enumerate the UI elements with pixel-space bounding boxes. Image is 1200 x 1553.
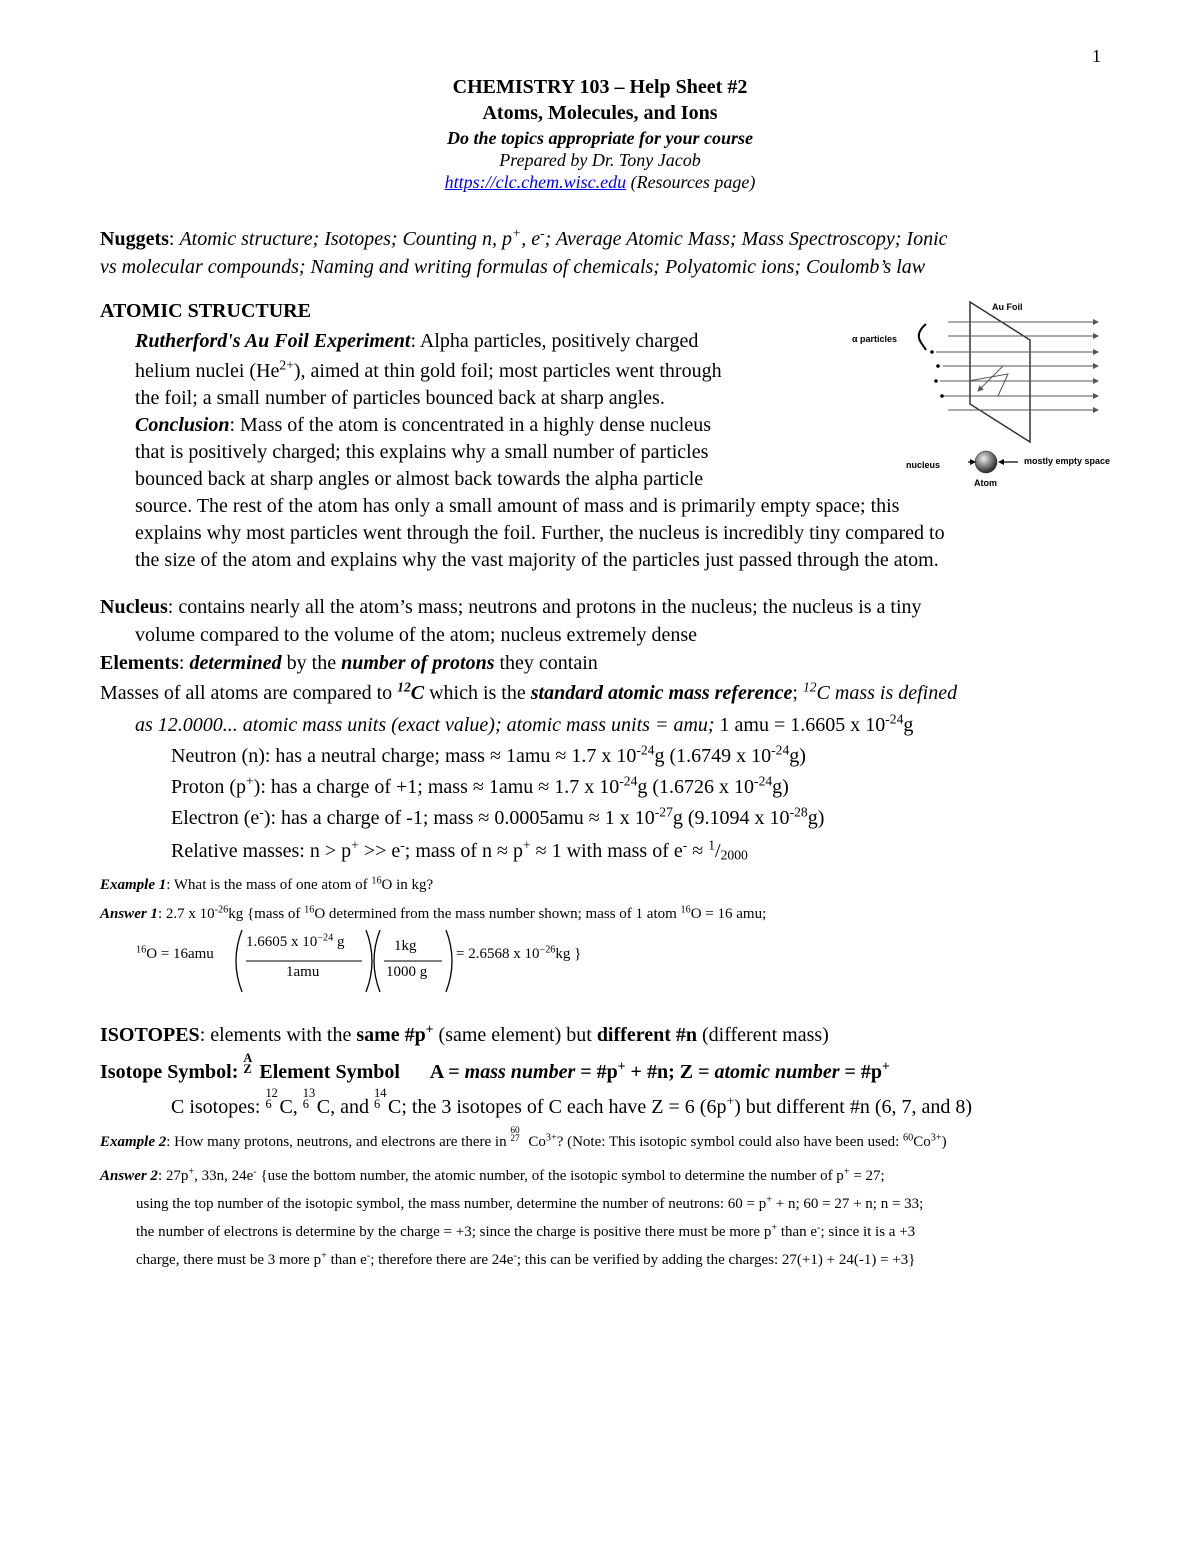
isotope-symbol-line: Isotope Symbol: A Z Element Symbol A = mass number = #p+ + #n; Z = atomic number = #p+ [100, 1051, 890, 1083]
example-2-label: Example 2 [100, 1134, 167, 1150]
conclusion-line-5: explains why most particles went through the foil. Further, the nucleus is incredibly tiny compared to [135, 522, 945, 544]
document-subtitle: Atoms, Molecules, and Ions [482, 102, 718, 124]
nuggets-line-2: vs molecular compounds; Naming and writing formulas of chemicals; Polyatomic ions; Coulomb’s law [100, 256, 926, 278]
relative-masses-line: Relative masses: n > p+ >> e-; mass of n ≈ p+ ≈ 1 with mass of $e^- \approx ^1/_{2000}$ [171, 837, 748, 863]
conclusion-line-2: that is positively charged; this explains why a small number of particles [135, 441, 709, 463]
equation-result: = 2.6568 x $10^{-26}kg$ } [456, 944, 582, 962]
gold-foil-diagram [848, 296, 1128, 494]
nuggets-label: Nuggets [100, 228, 169, 250]
fraction-1-numerator: 1.6605 x $10^{-24}$ g [246, 932, 345, 950]
atomic-structure-heading: ATOMIC STRUCTURE [100, 300, 311, 322]
fraction-2-denominator: 1000 g [386, 964, 428, 980]
rutherford-line-2: helium nuclei $(He^{2+})$, aimed at thin gold foil; most particles went through [135, 357, 722, 382]
answer-1-line: Answer 1: 2.7 x $10^{-26}kg$ {mass of $^{16}$O determined from the mass number shown; mass of 1 atom $^{16}$O = 16 amu; [100, 904, 767, 922]
rutherford-line-3: the foil; a small number of particles bounced back at sharp angles. [135, 387, 665, 409]
nucleus-label: nucleus [906, 460, 941, 470]
conclusion-line-4: source. The rest of the atom has only a small amount of mass and is primarily empty space; this [135, 495, 900, 517]
nucleus-line-1: Nucleus: contains nearly all the atom’s mass; neutrons and protons in the nucleus; the nucleus is a tiny [100, 596, 922, 618]
isotopes-term: ISOTOPES [100, 1024, 200, 1046]
masses-line-1: Masses of all atoms are compared to $^{12}$C which is the standard atomic mass reference; $^{12}$C mass is defined [100, 679, 958, 704]
resource-line [0, 172, 1200, 193]
fraction-2-numerator: 1kg [394, 938, 417, 954]
example-2-question: Example 2: How many protons, neutrons, and electrons are there in 60 27 $Co^{3+}$? (Note: This isotopic symbol could also have been used: $^{60}Co^{3+}$) [100, 1125, 947, 1150]
answer-2-label: Answer 2 [100, 1168, 158, 1184]
alpha-particles-label: α particles [852, 334, 898, 344]
answer-2-line-2: using the top number of the isotopic symbol, the mass number, determine the number of neutrons: 60 = p+ + n; 60 = 27 + n; n = 33; [136, 1194, 924, 1212]
electron-line: Electron (e-): has a charge of -1; mass ≈ 0.0005amu ≈ 1 x $10^{-27}g$ (9.1094 x $10^{-28}g$) [171, 804, 825, 829]
answer-2-line-4: charge, there must be 3 more p+ than e-; therefore there are 24e-; this can be verified by adding the charges: 27(+1) + 24(-1) = +3} [136, 1250, 916, 1268]
rutherford-line-1: Rutherford's Au Foil Experiment: Alpha particles, positively charged [135, 330, 699, 352]
carbon-isotopes-line: C isotopes: 12 6 C, 13 6 C, and 14 6 C; the 3 isotopes of C each have Z = 6 (6p+) but different #n (6, 7, and 8) [171, 1086, 973, 1118]
answer-2-line-3: the number of electrons is determine by the charge = +3; since the charge is positive there must be more p+ than e-; since it is a +3 [136, 1222, 916, 1240]
neutron-line: Neutron (n): has a neutral charge; mass ≈ 1amu ≈ 1.7 x $10^{-24}g$ (1.6749 x $10^{-24}g$) [171, 742, 806, 767]
fraction-1-denominator: 1amu [286, 964, 320, 980]
conclusion-label: Conclusion [135, 414, 230, 436]
conclusion-line-6: the size of the atom and explains why the vast majority of the particles just passed through the atom. [135, 549, 939, 571]
mostly-empty-label: mostly empty space [1024, 456, 1111, 466]
course-instruction: Do the topics appropriate for your course [447, 128, 753, 148]
conclusion-line-1: Conclusion: Mass of the atom is concentrated in a highly dense nucleus [135, 414, 712, 436]
nucleus-line-2: volume compared to the volume of the atom; nucleus extremely dense [135, 624, 698, 646]
resource-suffix: (Resources page) [630, 172, 756, 192]
document-title: CHEMISTRY 103 – Help Sheet #2 [452, 76, 748, 98]
conclusion-line-3: bounced back at sharp angles or almost back towards the alpha particle [135, 468, 704, 490]
foil-plate [970, 302, 1030, 442]
answer-2-line-1: Answer 2: 27p+, 33n, 24e- {use the bottom number, the atomic number, of the isotopic symbol to determine the number of p+ = 27; [100, 1166, 885, 1184]
nuggets-line-1: Nuggets: Atomic structure; Isotopes; Counting n, p+, e-; Average Atomic Mass; Mass Spectroscopy; Ionic [100, 225, 948, 250]
example-1-question: Example 1: What is the mass of one atom of $^{16}$O in kg? [100, 875, 434, 893]
nucleus-term: Nucleus [100, 596, 168, 618]
elements-line: Elements: determined by the number of protons they contain [100, 652, 598, 674]
atom-nucleus [975, 451, 997, 473]
elements-term: Elements [100, 652, 179, 674]
isotopes-definition: ISOTOPES: elements with the same #p+ (same element) but different #n (different mass) [100, 1021, 829, 1046]
atom-label: Atom [974, 478, 997, 488]
author-line: Prepared by Dr. Tony Jacob [499, 150, 701, 170]
au-foil-label: Au Foil [992, 302, 1023, 312]
page-number: 1 [1092, 46, 1101, 66]
example-1-label: Example 1 [100, 877, 167, 893]
answer-1-label: Answer 1 [100, 906, 158, 922]
proton-line: Proton (p+): has a charge of +1; mass ≈ 1amu ≈ 1.7 x $10^{-24}g$ (1.6726 x $10^{-24}g$) [171, 773, 789, 798]
resource-link[interactable]: https://clc.chem.wisc.edu [444, 172, 627, 192]
masses-line-2: as 12.0000... atomic mass units (exact value); atomic mass units = amu; 1 amu = 1.6605 x $10^{-24}g$ [135, 711, 914, 736]
equation-lhs: $^{16}$O = 16amu [136, 944, 214, 962]
rutherford-label: Rutherford's Au Foil Experiment [135, 330, 411, 352]
